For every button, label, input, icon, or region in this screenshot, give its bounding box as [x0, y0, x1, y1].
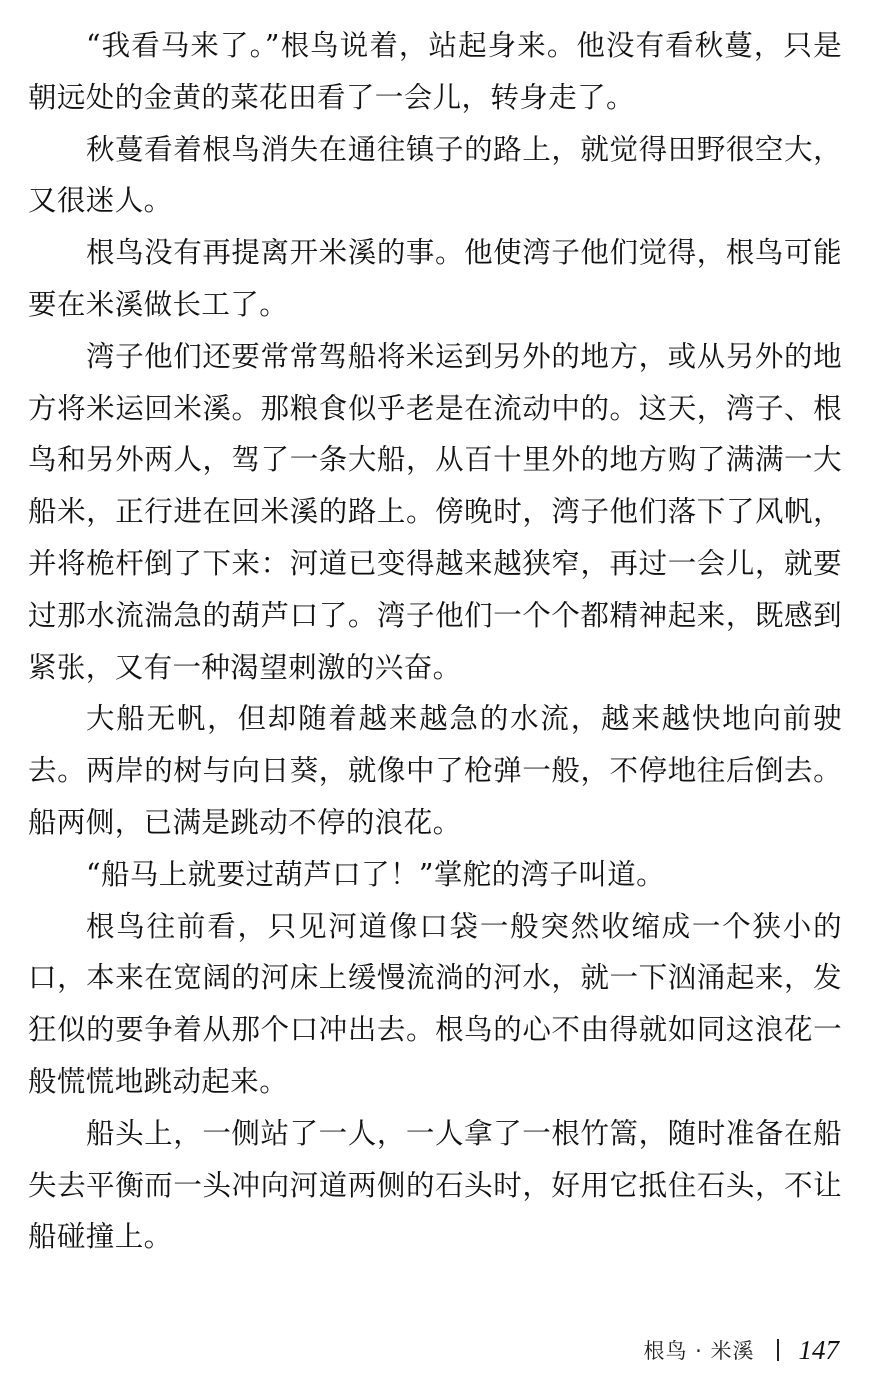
page-number: 147 — [798, 1334, 839, 1365]
paragraph: 根鸟没有再提离开米溪的事。他使湾子他们觉得，根鸟可能要在米溪做长工了。 — [28, 236, 842, 321]
paragraph: 根鸟往前看，只见河道像口袋一般突然收缩成一个狭小的口，本来在宽阔的河床上缓慢流淌的河水，就一下汹涌起来，发狂似的要争着从那个口冲出去。根鸟的心不由得就如同这浪花一般慌慌地跳动起来。 — [28, 909, 842, 1098]
page-footer — [643, 1330, 839, 1370]
paragraph: 湾子他们还要常常驾船将米运到另外的地方，或从另外的地方将米运回米溪。那粮食似乎老是在流动中的。这天，湾子、根鸟和另外两人，驾了一条大船，从百十里外的地方购了满满一大船米，正行进在回米溪的路上。傍晚时，湾子他们落下了风帆，并将桅杆倒了下来：河道已变得越来越狭窄，再过一会儿，就要过那水流湍急的葫芦口了。湾子他们一个个都精神起来，既感到紧张，又有一种渴望刺激的兴奋。 — [28, 339, 842, 684]
page-body — [28, 20, 842, 1263]
paragraph: “船马上就要过葫芦口了！”掌舵的湾子叫道。 — [86, 857, 666, 891]
paragraph: 秋蔓看着根鸟消失在通往镇子的路上，就觉得田野很空大，又很迷人。 — [28, 132, 842, 218]
paragraph: 大船无帆，但却随着越来越急的水流，越来越快地向前驶去。两岸的树与向日葵，就像中了枪弹一般，不停地往后倒去。船两侧，已满是跳动不停的浪花。 — [28, 702, 842, 839]
footer-divider — [777, 1339, 779, 1361]
running-title: 根鸟 · 米溪 — [643, 1339, 755, 1363]
paragraph: “我看马来了。”根鸟说着，站起身来。他没有看秋蔓，只是朝远处的金黄的菜花田看了一会儿，转身走了。 — [28, 29, 842, 114]
paragraph: 船头上，一侧站了一人，一人拿了一根竹篙，随时准备在船失去平衡而一头冲向河道两侧的石头时，好用它抵住石头，不让船碰撞上。 — [28, 1116, 842, 1254]
